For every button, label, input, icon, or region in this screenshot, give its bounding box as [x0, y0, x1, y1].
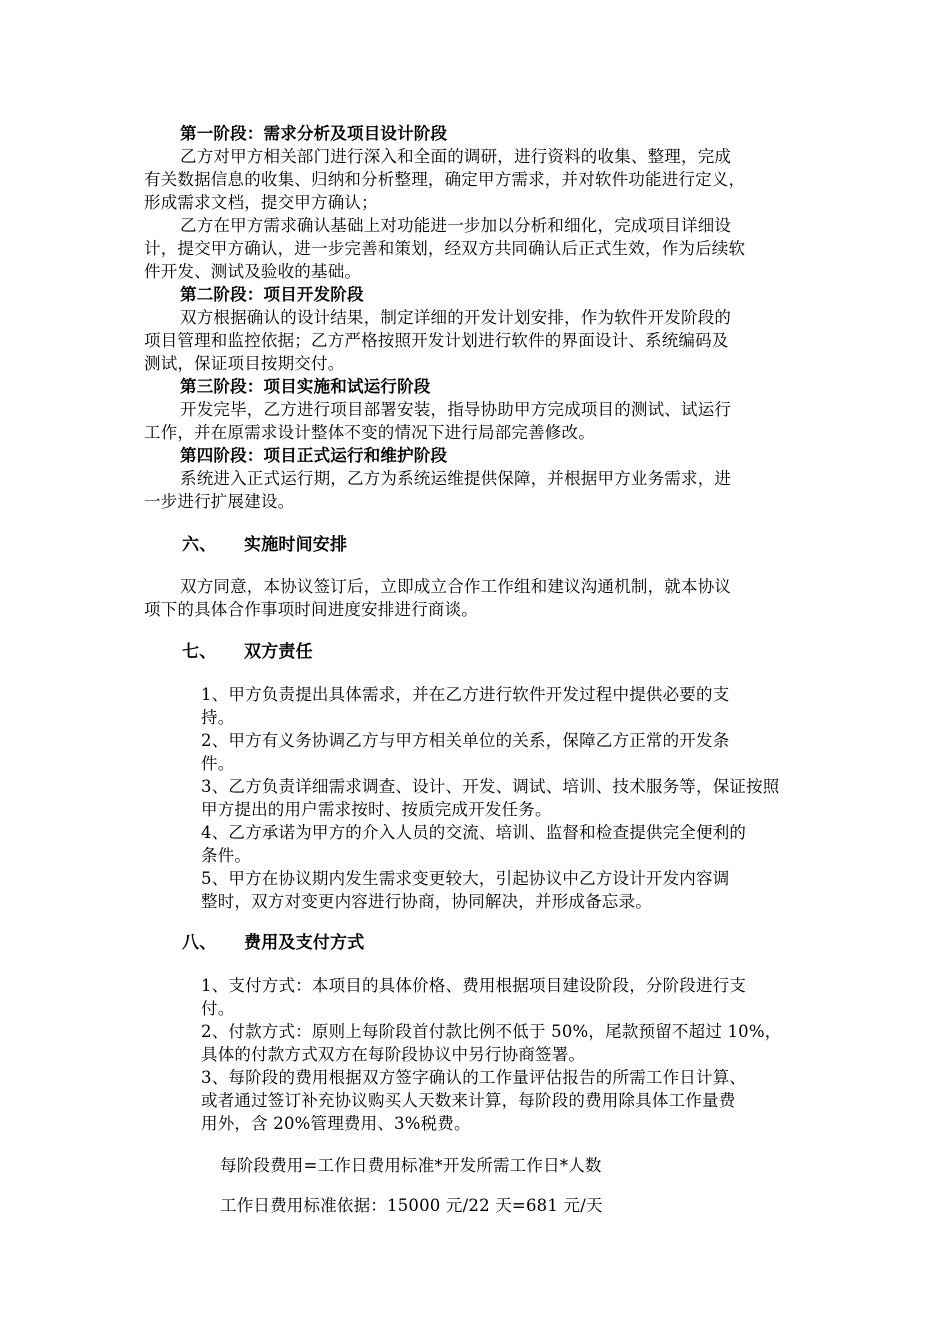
section8-item2-line1: 2、付款方式：原则上每阶段首付款比例不低于 50%，尾款预留不超过 10%， [201, 1022, 782, 1041]
section8-number: 八、 [182, 933, 217, 953]
stage3-paragraph-line2: 工作，并在原需求设计整体不变的情况下进行局部完善修改。 [144, 423, 595, 442]
section7-item3-line1: 3、乙方负责详细需求调查、设计、开发、调试、培训、技术服务等，保证按照 [201, 777, 780, 796]
section6-number: 六、 [182, 535, 217, 555]
stage1-paragraph2-line3: 件开发、测试及验收的基础。 [144, 262, 362, 281]
section6-paragraph-line2: 项下的具体合作事项时间进度安排进行商谈。 [144, 600, 478, 619]
stage4-paragraph-line1: 系统进入正式运行期，乙方为系统运维提供保障，并根据甲方业务需求，进 [180, 469, 732, 488]
stage2-paragraph-line1: 双方根据确认的设计结果，制定详细的开发计划安排，作为软件开发阶段的 [180, 308, 732, 327]
stage1-paragraph2-line2: 计，提交甲方确认，进一步完善和策划，经双方共同确认后正式生效，作为后续软 [144, 239, 746, 258]
section6-heading [182, 534, 347, 556]
stage1-paragraph1-line2: 有关数据信息的收集、归纳和分析整理，确定甲方需求，并对软件功能进行定义， [144, 170, 746, 189]
stage1-title: 第一阶段：需求分析及项目设计阶段 [180, 124, 448, 143]
section8-heading [182, 932, 364, 954]
section7-item4-line1: 4、乙方承诺为甲方的介入人员的交流、培训、监督和检查提供完全便利的 [201, 823, 747, 842]
stage1-paragraph1-line3: 形成需求文档，提交甲方确认； [144, 193, 378, 212]
section7-item2-line1: 2、甲方有义务协调乙方与甲方相关单位的关系，保障乙方正常的开发条 [201, 731, 730, 750]
section7-number: 七、 [182, 642, 217, 662]
stage1-paragraph2-line1: 乙方在甲方需求确认基础上对功能进一步加以分析和细化，完成项目详细设 [180, 216, 732, 235]
stage1-paragraph1-line1: 乙方对甲方相关部门进行深入和全面的调研，进行资料的收集、整理，完成 [180, 147, 732, 166]
section8-title: 费用及支付方式 [244, 933, 365, 953]
fee-standard-basis: 工作日费用标准依据：15000 元/22 天=681 元/天 [220, 1196, 603, 1215]
section8-item1-line2: 付。 [201, 999, 235, 1018]
section6-paragraph-line1: 双方同意，本协议签订后，立即成立合作工作组和建议沟通机制，就本协议 [180, 577, 732, 596]
section6-title: 实施时间安排 [244, 535, 348, 555]
stage2-paragraph-line3: 测试，保证项目按期交付。 [144, 354, 345, 373]
stage4-paragraph-line2: 一步进行扩展建设。 [144, 492, 295, 511]
section8-item3-line2: 或者通过签订补充协议购买人天数来计算，每阶段的费用除具体工作量费 [201, 1091, 736, 1110]
section8-item1-line1: 1、支付方式：本项目的具体价格、费用根据项目建设阶段，分阶段进行支 [201, 976, 747, 995]
stage3-title: 第三阶段：项目实施和试运行阶段 [180, 377, 431, 396]
section8-item3-line1: 3、每阶段的费用根据双方签字确认的工作量评估报告的所需工作日计算、 [201, 1068, 747, 1087]
section7-item1-line2: 持。 [201, 708, 235, 727]
stage3-paragraph-line1: 开发完毕，乙方进行项目部署安装，指导协助甲方完成项目的测试、试运行 [180, 400, 732, 419]
section7-title: 双方责任 [244, 642, 313, 662]
section7-item3-line2: 甲方提出的用户需求按时、按质完成开发任务。 [201, 800, 552, 819]
stage2-paragraph-line2: 项目管理和监控依据；乙方严格按照开发计划进行软件的界面设计、系统编码及 [144, 331, 729, 350]
section7-item1-line1: 1、甲方负责提出具体需求，并在乙方进行软件开发过程中提供必要的支 [201, 685, 730, 704]
stage2-title: 第二阶段：项目开发阶段 [180, 285, 364, 304]
section7-heading [182, 641, 313, 663]
section7-item4-line2: 条件。 [201, 846, 252, 865]
section8-item2-line2: 具体的付款方式双方在每阶段协议中另行协商签署。 [201, 1045, 586, 1064]
section7-item5-line2: 整时，双方对变更内容进行协商，协同解决，并形成备忘录。 [201, 892, 652, 911]
section8-item3-line3: 用外，含 20%管理费用、3%税费。 [201, 1114, 471, 1133]
section7-item5-line1: 5、甲方在协议期内发生需求变更较大，引起协议中乙方设计开发内容调 [201, 869, 730, 888]
section7-item2-line2: 件。 [201, 754, 235, 773]
fee-formula: 每阶段费用=工作日费用标准*开发所需工作日*人数 [220, 1156, 602, 1175]
stage4-title: 第四阶段：项目正式运行和维护阶段 [180, 446, 448, 465]
